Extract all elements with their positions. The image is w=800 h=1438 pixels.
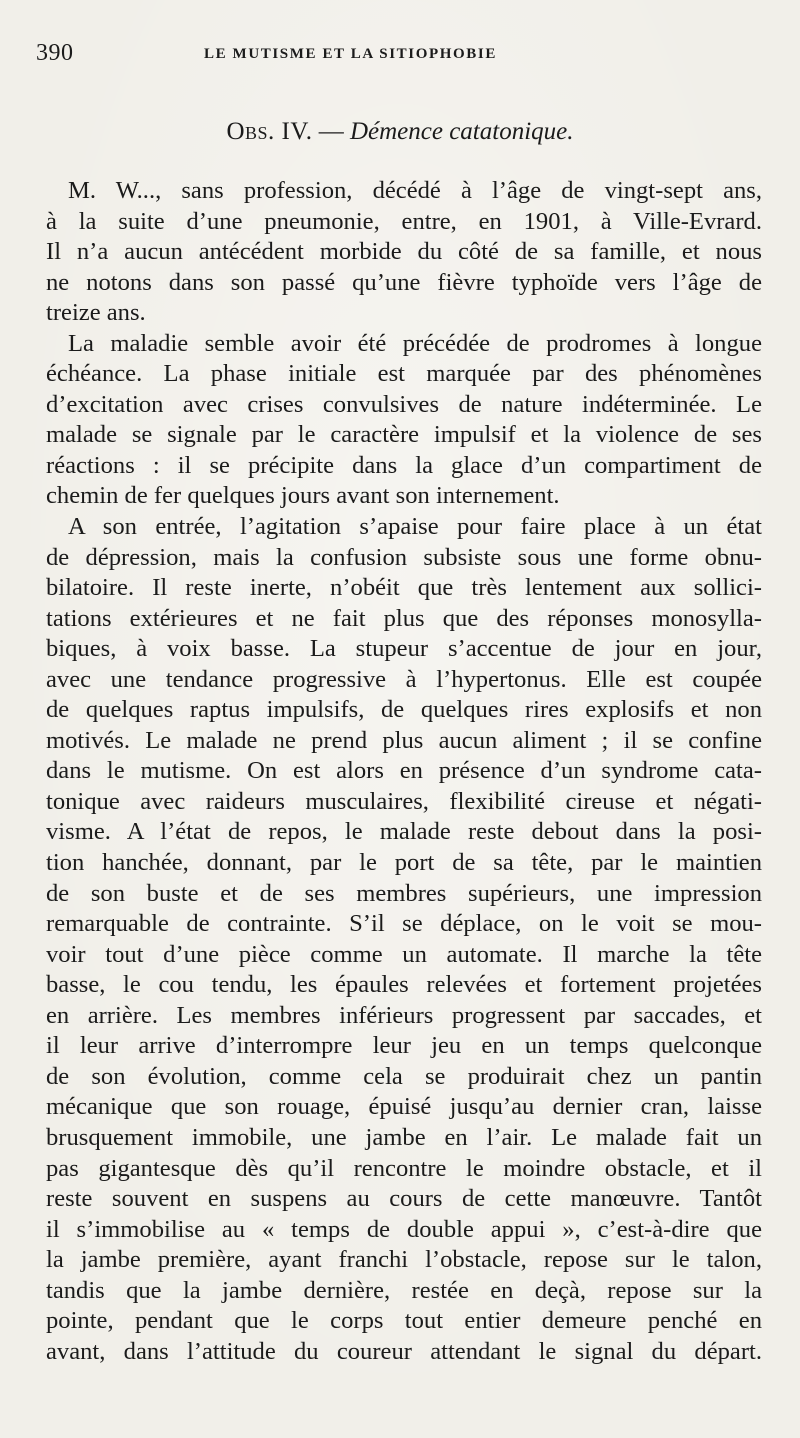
text-line: pas gigantesque dès qu’il rencontre le moindre obstacle, et il	[46, 1154, 762, 1182]
heading-dash: —	[312, 118, 350, 145]
text-line: pointe, pendant que le corps tout entier demeure penché en	[46, 1307, 762, 1335]
text-line: treize ans.	[46, 299, 146, 327]
text-line: tion hanchée, donnant, par le port de sa tête, par le maintien	[46, 849, 762, 877]
text-line: biques, à voix basse. La stupeur s’accentue de jour en jour,	[46, 635, 762, 663]
text-line: remarquable de contrainte. S’il se déplace, on le voit se mou-	[46, 910, 762, 938]
text-line: de dépression, mais la confusion subsiste sous une forme obnu-	[46, 543, 762, 571]
text-line: il s’immobilise au « temps de double appui », c’est-à-dire que	[46, 1215, 762, 1243]
text-line: échéance. La phase initiale est marquée par des phénomènes	[46, 360, 762, 388]
text-line: La maladie semble avoir été précédée de prodromes à longue	[68, 329, 762, 357]
text-line: tations extérieures et ne fait plus que des réponses monosylla-	[46, 604, 762, 632]
page-number: 390	[36, 40, 74, 66]
text-line: A son entrée, l’agitation s’apaise pour faire place à un état	[68, 513, 762, 541]
observation-label: Obs. IV.	[226, 118, 313, 145]
text-line: en arrière. Les membres inférieurs progressent par saccades, et	[46, 1001, 762, 1029]
text-line: visme. A l’état de repos, le malade reste debout dans la posi-	[46, 818, 762, 846]
text-line: ne notons dans son passé qu’une fièvre typhoïde vers l’âge de	[46, 268, 762, 296]
text-line: malade se signale par le caractère impulsif et la violence de ses	[46, 421, 762, 449]
text-line: tonique avec raideurs musculaires, flexibilité cireuse et négati-	[46, 787, 762, 815]
text-line: voir tout d’une pièce comme un automate. Il marche la tête	[46, 940, 762, 968]
text-line: tandis que la jambe dernière, restée en deçà, repose sur la	[46, 1276, 762, 1304]
text-line: Il n’a aucun antécédent morbide du côté de sa famille, et nous	[46, 238, 762, 266]
text-line: reste souvent en suspens au cours de cette manœuvre. Tantôt	[46, 1185, 762, 1213]
text-line: dans le mutisme. On est alors en présence d’un syndrome cata-	[46, 757, 762, 785]
text-line: réactions : il se précipite dans la glace d’un compartiment de	[46, 451, 762, 479]
text-line: motivés. Le malade ne prend plus aucun aliment ; il se confine	[46, 726, 762, 754]
text-line: de son buste et de ses membres supérieurs, une impression	[46, 879, 762, 907]
text-line: bilatoire. Il reste inerte, n’obéit que très lentement aux sollici-	[46, 574, 762, 602]
text-line: de quelques raptus impulsifs, de quelques rires explosifs et non	[46, 696, 762, 724]
text-line: d’excitation avec crises convulsives de nature indéterminée. Le	[46, 390, 762, 418]
text-line: brusquement immobile, une jambe en l’air. Le malade fait un	[46, 1123, 762, 1151]
page-header	[36, 40, 756, 74]
text-line: il leur arrive d’interrompre leur jeu en un temps quelconque	[46, 1032, 762, 1060]
observation-title: Démence catatonique.	[349, 118, 574, 145]
text-line: mécanique que son rouage, épuisé jusqu’au dernier cran, laisse	[46, 1093, 762, 1121]
text-line: la jambe première, ayant franchi l’obstacle, repose sur le talon,	[46, 1246, 762, 1274]
running-head: LE MUTISME ET LA SITIOPHOBIE	[204, 46, 497, 62]
body-text	[46, 176, 762, 1367]
text-line: basse, le cou tendu, les épaules relevées et fortement projetées	[46, 971, 762, 999]
text-line: M. W..., sans profession, décédé à l’âge de vingt-sept ans,	[68, 177, 762, 204]
text-line: chemin de fer quelques jours avant son internement.	[46, 482, 560, 510]
text-line: de son évolution, comme cela se produirait chez un pantin	[46, 1062, 762, 1090]
observation-heading	[0, 118, 800, 146]
text-line: avec une tendance progressive à l’hypertonus. Elle est coupée	[46, 665, 762, 693]
text-line: avant, dans l’attitude du coureur attendant le signal du départ.	[46, 1337, 762, 1365]
text-line: à la suite d’une pneumonie, entre, en 1901, à Ville-Evrard.	[46, 207, 762, 235]
